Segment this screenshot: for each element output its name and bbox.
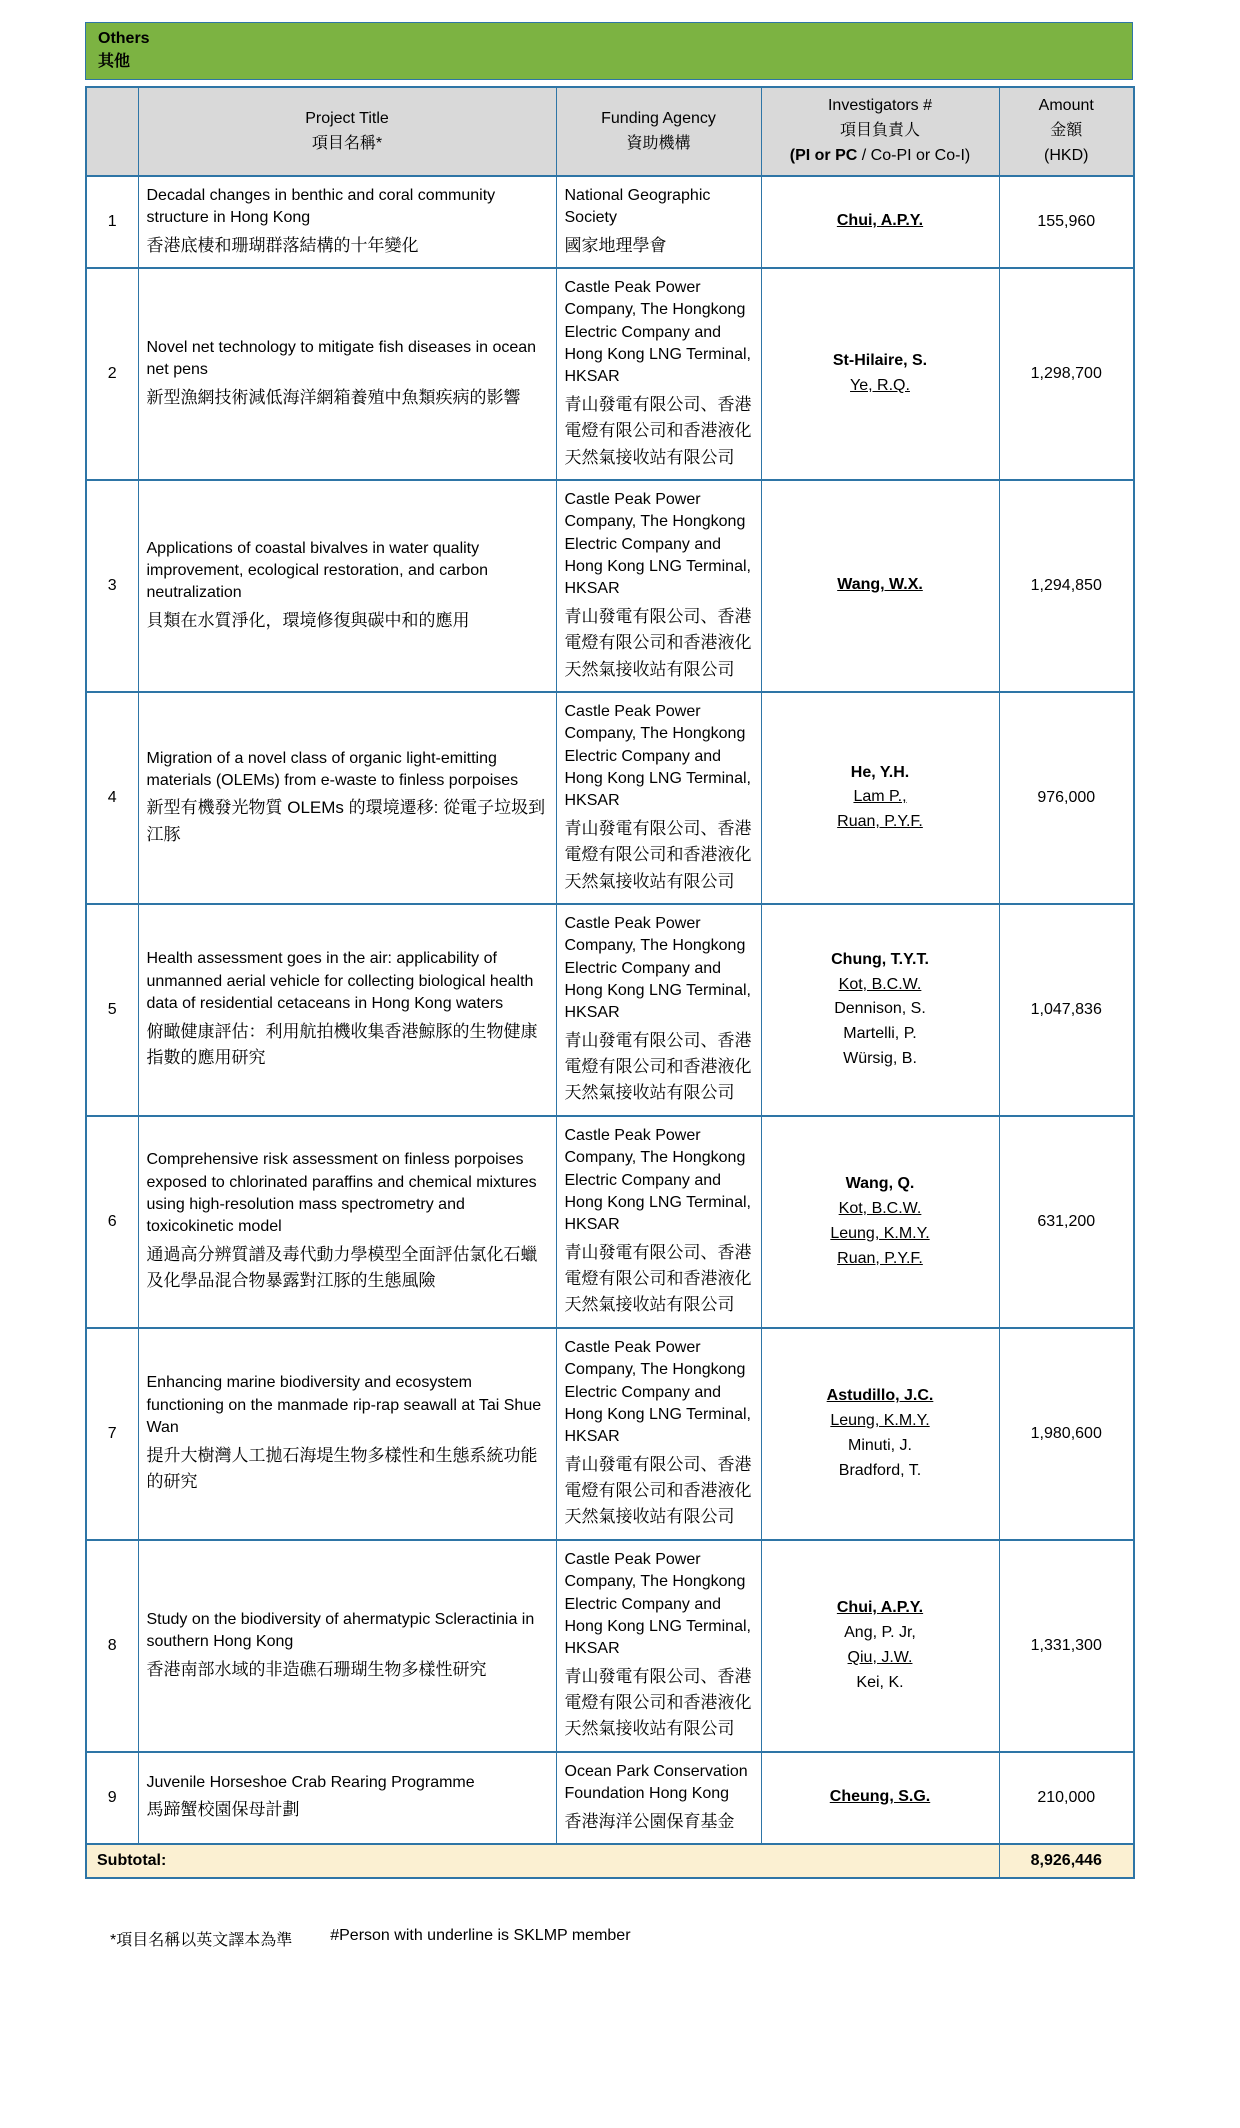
col-header-amount-zh: 金額	[1050, 122, 1083, 140]
project-title-zh: 馬蹄蟹校園保母計劃	[146, 1800, 300, 1820]
investigators-cell	[761, 1328, 999, 1540]
funding-agency-cell	[556, 480, 761, 692]
project-title-cell	[138, 176, 556, 268]
col-header-investigators	[761, 87, 999, 175]
col-header-amount-unit: (HKD)	[1044, 146, 1089, 164]
funding-agency-cell	[556, 904, 761, 1116]
amount-cell: 1,331,300	[999, 1540, 1134, 1752]
col-header-project-title-zh: 項目名稱*	[311, 134, 383, 152]
investigator-name: Leung, K.M.Y.	[830, 1224, 930, 1242]
project-row	[86, 1328, 1134, 1540]
project-title-en: Health assessment goes in the air: applicability of unmanned aerial vehicle for collecting biological health data of residential cetaceans in Hong Kong waters	[146, 950, 534, 1013]
investigator-name: Ruan, P.Y.F.	[837, 813, 923, 831]
row-number: 6	[86, 1116, 138, 1328]
row-number: 9	[86, 1752, 138, 1844]
funding-agency-cell	[556, 1116, 761, 1328]
investigators-cell	[761, 268, 999, 480]
amount-cell: 976,000	[999, 692, 1134, 904]
amount-cell: 1,294,850	[999, 480, 1134, 692]
project-title-zh: 新型有機發光物質 OLEMs 的環境遷移: 從電子垃圾到江豚	[146, 798, 546, 844]
subtotal-amount: 8,926,446	[999, 1844, 1134, 1878]
funding-agency-en: Castle Peak Power Company, The Hongkong Electric Company and Hong Kong LNG Terminal, HKSAR	[564, 702, 751, 810]
funding-agency-zh: 青山發電有限公司、香港電燈有限公司和香港液化天然氣接收站有限公司	[564, 1030, 752, 1103]
investigators-cell	[761, 480, 999, 692]
project-row	[86, 1752, 1134, 1844]
col-header-project-title	[138, 87, 556, 175]
footnote-sklmp-member: #Person with underline is SKLMP member	[330, 1926, 631, 1944]
col-header-index	[86, 87, 138, 175]
project-title-en: Enhancing marine biodiversity and ecosystem functioning on the manmade rip-rap seawall at Tai Shue Wan	[146, 1374, 542, 1437]
subtotal-row	[86, 1844, 1134, 1878]
col-header-funding-agency-en: Funding Agency	[601, 109, 716, 127]
investigators-cell	[761, 904, 999, 1116]
investigator-name: Minuti, J.	[847, 1436, 912, 1454]
investigator-name: Wang, Q.	[845, 1175, 915, 1193]
investigator-name: Würsig, B.	[843, 1050, 917, 1068]
section-title-zh: 其他	[98, 53, 131, 71]
funding-agency-zh: 青山發電有限公司、香港電燈有限公司和香港液化天然氣接收站有限公司	[564, 818, 752, 891]
funding-agency-cell	[556, 268, 761, 480]
project-title-zh: 通過高分辨質譜及毒代動力學模型全面評估氯化石蠟及化學品混合物暴露對江豚的生態風險	[146, 1244, 538, 1291]
col-header-investigators-en: Investigators #	[827, 97, 933, 115]
investigator-name: Bradford, T.	[838, 1461, 922, 1479]
amount-cell: 1,980,600	[999, 1328, 1134, 1540]
funding-agency-zh: 青山發電有限公司、香港電燈有限公司和香港液化天然氣接收站有限公司	[564, 394, 752, 467]
row-number: 7	[86, 1328, 138, 1540]
investigator-name: Chui, A.P.Y.	[836, 1599, 924, 1617]
investigator-name: Astudillo, J.C.	[826, 1387, 934, 1405]
project-title-cell	[138, 480, 556, 692]
project-title-cell	[138, 268, 556, 480]
investigators-cell	[761, 1116, 999, 1328]
col-header-project-title-en: Project Title	[305, 109, 389, 127]
col-header-funding-agency-zh: 資助機構	[626, 134, 691, 152]
row-number: 4	[86, 692, 138, 904]
project-title-zh: 提升大樹灣人工拋石海堤生物多樣性和生態系統功能的研究	[146, 1445, 538, 1491]
row-number: 1	[86, 176, 138, 268]
project-title-cell	[138, 1328, 556, 1540]
investigator-name: Ye, R.Q.	[850, 376, 910, 394]
funding-agency-cell	[556, 1328, 761, 1540]
project-title-en: Comprehensive risk assessment on finless porpoises exposed to chlorinated paraffins and chemical mixtures using high-resolution mass spectrometry and toxicokinetic model	[146, 1151, 537, 1236]
funding-agency-en: Castle Peak Power Company, The Hongkong Electric Company and Hong Kong LNG Terminal, HKSAR	[564, 278, 751, 386]
funding-agency-zh: 青山發電有限公司、香港電燈有限公司和香港液化天然氣接收站有限公司	[564, 606, 752, 679]
funding-agency-zh: 青山發電有限公司、香港電燈有限公司和香港液化天然氣接收站有限公司	[564, 1666, 752, 1739]
investigators-cell	[761, 176, 999, 268]
project-title-cell	[138, 1540, 556, 1752]
amount-cell: 155,960	[999, 176, 1134, 268]
project-title-zh: 貝類在水質淨化，環境修復與碳中和的應用	[146, 610, 470, 630]
investigators-cell	[761, 1540, 999, 1752]
project-row	[86, 176, 1134, 268]
funding-agency-en: Castle Peak Power Company, The Hongkong Electric Company and Hong Kong LNG Terminal, HKSAR	[564, 1338, 751, 1446]
row-number: 8	[86, 1540, 138, 1752]
investigator-name: Kei, K.	[856, 1673, 904, 1691]
funding-agency-zh: 香港海洋公園保育基金	[564, 1811, 735, 1831]
funding-agency-zh: 青山發電有限公司、香港電燈有限公司和香港液化天然氣接收站有限公司	[564, 1454, 752, 1527]
footnote-title-language: *項目名稱以英文譯本為準	[110, 1931, 293, 1949]
subtotal-label: Subtotal:	[86, 1844, 999, 1878]
project-title-en: Juvenile Horseshoe Crab Rearing Programme	[146, 1773, 475, 1791]
investigator-name: Martelli, P.	[843, 1025, 917, 1043]
row-number: 2	[86, 268, 138, 480]
funding-agency-zh: 青山發電有限公司、香港電燈有限公司和香港液化天然氣接收站有限公司	[564, 1242, 752, 1315]
project-title-en: Novel net technology to mitigate fish diseases in ocean net pens	[146, 338, 537, 379]
investigator-name: Ruan, P.Y.F.	[837, 1249, 923, 1267]
investigator-name: Dennison, S.	[834, 1000, 926, 1018]
project-row	[86, 1116, 1134, 1328]
investigator-name: Wang, W.X.	[837, 576, 923, 594]
funding-agency-zh: 國家地理學會	[564, 235, 667, 255]
section-banner	[85, 22, 1133, 80]
project-title-en: Study on the biodiversity of ahermatypic Scleractinia in southern Hong Kong	[146, 1610, 535, 1651]
investigator-name: He, Y.H.	[850, 763, 910, 781]
funding-agency-en: Castle Peak Power Company, The Hongkong Electric Company and Hong Kong LNG Terminal, HKSAR	[564, 1550, 751, 1658]
funding-agency-en: Ocean Park Conservation Foundation Hong Kong	[564, 1762, 748, 1803]
investigator-name: Cheung, S.G.	[829, 1788, 931, 1806]
col-header-amount	[999, 87, 1134, 175]
funding-agency-cell	[556, 1540, 761, 1752]
funding-agency-cell	[556, 176, 761, 268]
col-header-investigators-zh: 項目負責人	[839, 122, 920, 140]
amount-cell: 1,047,836	[999, 904, 1134, 1116]
investigator-name: Kot, B.C.W.	[838, 975, 922, 993]
table-header-row	[86, 87, 1134, 175]
investigator-name: Kot, B.C.W.	[838, 1200, 922, 1218]
investigator-name: Leung, K.M.Y.	[830, 1412, 930, 1429]
project-title-cell	[138, 1116, 556, 1328]
funding-agency-en: Castle Peak Power Company, The Hongkong Electric Company and Hong Kong LNG Terminal, HKSAR	[564, 1126, 751, 1234]
investigator-name: St-Hilaire, S.	[832, 352, 928, 370]
project-title-zh: 新型漁網技術減低海洋網箱養殖中魚類疾病的影響	[146, 387, 521, 407]
section-title-en: Others	[98, 30, 150, 47]
funding-agency-en: Castle Peak Power Company, The Hongkong Electric Company and Hong Kong LNG Terminal, HKSAR	[564, 490, 751, 598]
row-number: 5	[86, 904, 138, 1116]
amount-cell: 631,200	[999, 1116, 1134, 1328]
investigators-cell	[761, 692, 999, 904]
project-row	[86, 268, 1134, 480]
investigator-name: Qiu, J.W.	[847, 1648, 913, 1666]
investigator-name: Lam P.,	[853, 788, 907, 806]
col-header-investigators-note: (PI or PC / Co-PI or Co-I)	[789, 146, 971, 164]
project-row	[86, 480, 1134, 692]
row-number: 3	[86, 480, 138, 692]
amount-cell: 1,298,700	[999, 268, 1134, 480]
investigator-name: Chui, A.P.Y.	[836, 212, 924, 230]
footnotes	[85, 1927, 1240, 1950]
project-row	[86, 1540, 1134, 1752]
projects-table	[85, 86, 1135, 1879]
investigator-name: Ang, P. Jr,	[844, 1623, 916, 1641]
funding-agency-en: Castle Peak Power Company, The Hongkong Electric Company and Hong Kong LNG Terminal, HKSAR	[564, 914, 751, 1022]
project-title-cell	[138, 904, 556, 1116]
funding-agency-cell	[556, 1752, 761, 1844]
project-title-zh: 俯瞰健康評估：利用航拍機收集香港鯨豚的生物健康指數的應用研究	[146, 1021, 538, 1067]
project-title-cell	[138, 692, 556, 904]
col-header-funding-agency	[556, 87, 761, 175]
col-header-amount-en: Amount	[1038, 97, 1094, 115]
project-title-en: Applications of coastal bivalves in water quality improvement, ecological restoration, and carbon neutralization	[146, 539, 489, 602]
project-title-en: Decadal changes in benthic and coral community structure in Hong Kong	[146, 186, 496, 227]
project-title-en: Migration of a novel class of organic light-emitting materials (OLEMs) from e-waste to finless porpoises	[146, 749, 519, 789]
investigators-cell	[761, 1752, 999, 1844]
funding-agency-en: National Geographic Society	[564, 186, 711, 227]
funding-agency-cell	[556, 692, 761, 904]
project-title-cell	[138, 1752, 556, 1844]
project-row	[86, 904, 1134, 1116]
amount-cell: 210,000	[999, 1752, 1134, 1844]
project-title-zh: 香港底棲和珊瑚群落結構的十年變化	[146, 235, 419, 255]
investigator-name: Chung, T.Y.T.	[831, 950, 929, 968]
project-title-zh: 香港南部水域的非造礁石珊瑚生物多樣性研究	[146, 1659, 487, 1679]
project-row	[86, 692, 1134, 904]
